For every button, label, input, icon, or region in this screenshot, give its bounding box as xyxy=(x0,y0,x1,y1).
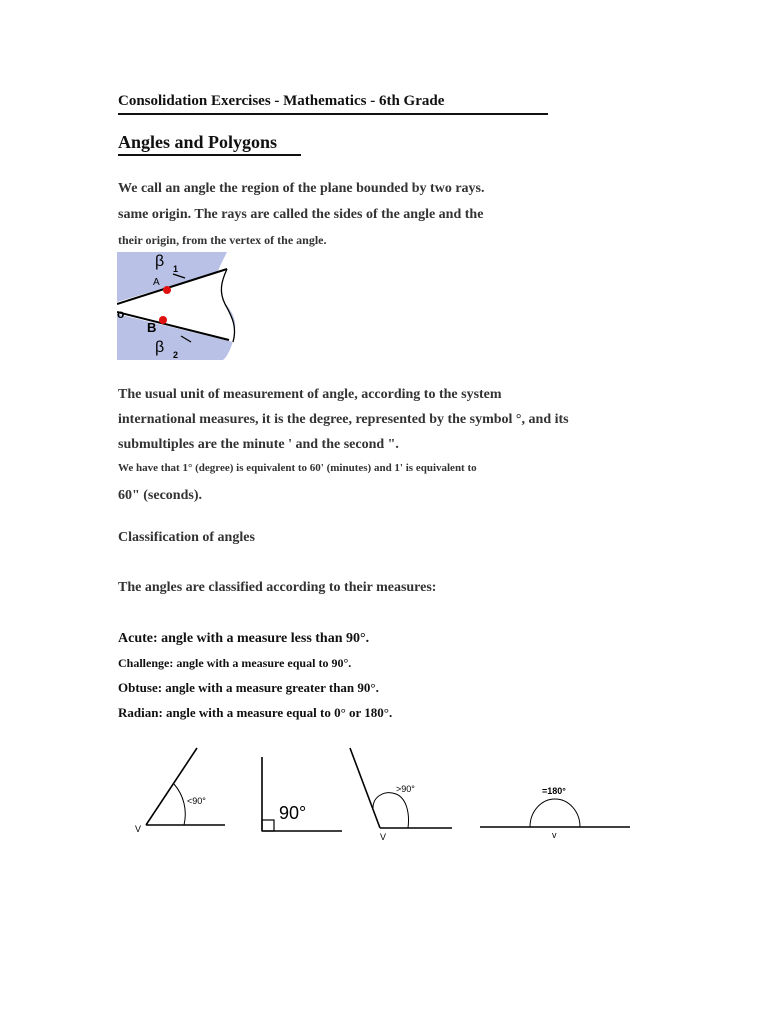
obtuse-label: >90° xyxy=(396,784,415,794)
acute-label: <90° xyxy=(187,796,206,806)
units-line-4: We have that 1° (degree) is equivalent to 60' (minutes) and 1' is equivalent to xyxy=(118,462,477,474)
units-line-5: 60" (seconds). xyxy=(118,488,202,503)
units-line-1: The usual unit of measurement of angle, according to the system xyxy=(118,387,502,402)
intro-line-2: same origin. The rays are called the sides of the angle and the xyxy=(118,207,484,222)
right-label: 90° xyxy=(279,803,307,823)
straight-angle-diagram xyxy=(480,786,630,840)
type-straight: Radian: angle with a measure equal to 0° or 180°. xyxy=(118,705,393,720)
obtuse-slanted-ray xyxy=(350,748,380,828)
type-acute: Acute: angle with a measure less than 90°. xyxy=(118,631,370,646)
label-beta-1: β xyxy=(155,253,165,270)
label-vertex: o xyxy=(117,307,125,321)
straight-label: =180° xyxy=(542,786,566,796)
type-obtuse: Obtuse: angle with a measure greater than 90°. xyxy=(118,680,379,695)
units-line-2: international measures, it is the degree, represented by the symbol °, and its xyxy=(118,412,569,427)
label-a: A xyxy=(153,277,160,288)
classification-heading: Classification of angles xyxy=(118,530,255,545)
intro-line-3: their origin, from the vertex of the angle. xyxy=(118,233,327,247)
type-right: Challenge: angle with a measure equal to 90°. xyxy=(118,656,352,670)
intro-line-1: We call an angle the region of the plane bounded by two rays. xyxy=(118,181,485,196)
right-angle-diagram xyxy=(262,757,342,831)
acute-slanted-ray xyxy=(146,748,197,825)
straight-arc xyxy=(530,799,580,827)
obtuse-angle-diagram xyxy=(350,748,452,842)
acute-vertex-label: V xyxy=(135,824,142,834)
label-b: B xyxy=(147,320,157,335)
angle-figure xyxy=(117,252,237,360)
section-title: Angles and Polygons xyxy=(118,132,301,156)
units-line-3: submultiples are the minute ' and the second ". xyxy=(118,437,399,452)
angle-types-diagram xyxy=(130,742,640,842)
document-title: Consolidation Exercises - Mathematics - 6th Grade xyxy=(118,93,548,115)
right-angle-square xyxy=(262,820,274,831)
obtuse-vertex-label: V xyxy=(380,832,387,842)
label-beta-2: β xyxy=(155,339,165,356)
point-b xyxy=(159,316,167,324)
acute-angle-diagram xyxy=(135,748,225,834)
classification-intro: The angles are classified according to their measures: xyxy=(118,580,437,595)
point-a xyxy=(163,286,171,294)
label-sub-1: 1 xyxy=(173,264,179,274)
acute-arc xyxy=(174,784,185,825)
label-sub-2: 2 xyxy=(173,350,179,360)
straight-vertex-label: v xyxy=(552,830,557,840)
